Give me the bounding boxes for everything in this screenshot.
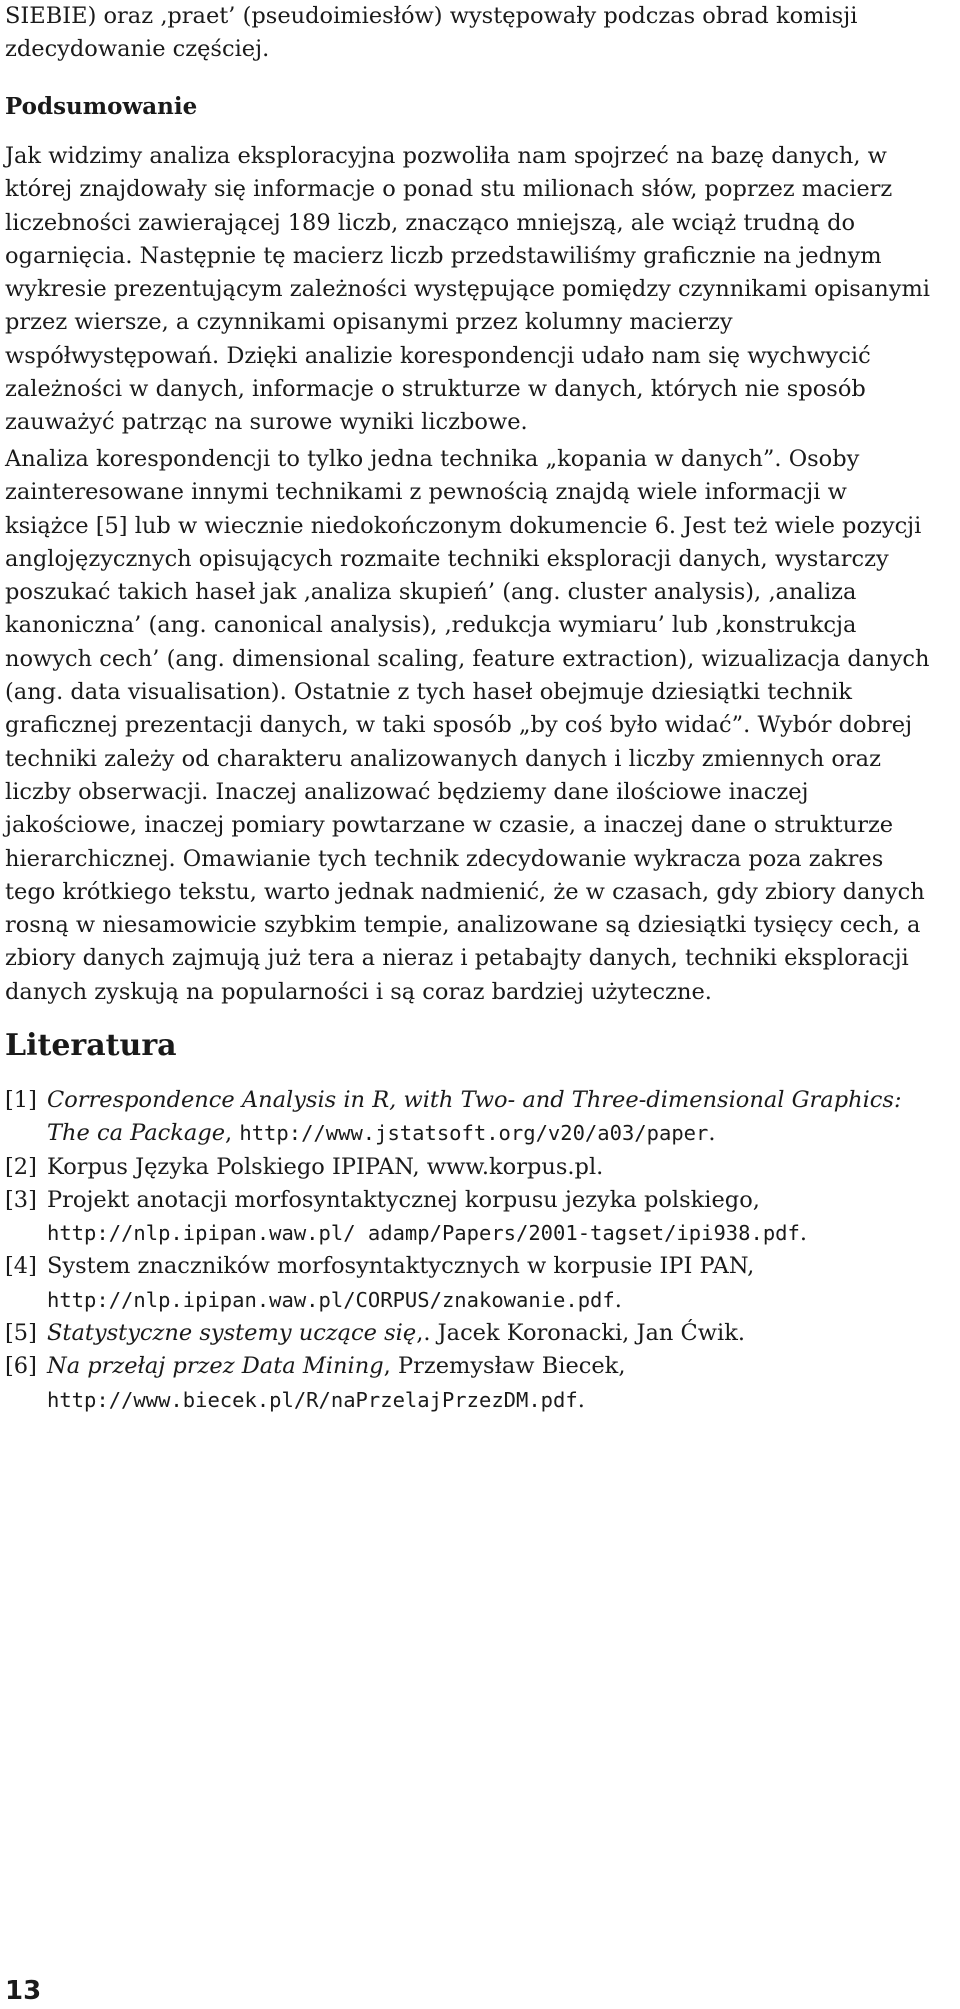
summary-paragraph-1: Jak widzimy analiza eksploracyjna pozwoliła nam spojrzeć na bazę danych, w której znajdowały się informacje o ponad stu milionach słów, poprzez macierz liczebności zawierającej 189 liczb, znacząco mniejszą, ale wciąż trudną do ogarnięcia. Następnie tę macierz liczb przedstawiliśmy graficznie na jednym wykresie prezentującym zależności występujące pomiędzy czynnikami opisanymi przez wiersze, a czynnikami opisanymi przez kolumny macierzy współwystępowań. Dzięki analizie korespondencji udało nam się wychwycić zależności w danych, informacje o strukturze w danych, których nie sposób zauważyć patrząc na surowe wyniki liczbowe. <box>5 143 930 436</box>
reference-text: Projekt anotacji morfosyntaktycznej korpusu jezyka polskiego, <box>47 1186 760 1213</box>
reference-url[interactable]: http://www.biecek.pl/R/naPrzelajPrzezDM.pdf <box>47 1387 578 1412</box>
top-paragraph: SIEBIE) oraz ‚praet’ (pseudoimiesłów) występowały podczas obrad komisji zdecydowanie częściej. <box>5 3 858 63</box>
reference-title: Correspondence Analysis in R, with Two- and Three-dimensional Graphics: The ca Package <box>47 1087 902 1147</box>
reference-number: [6] <box>5 1353 37 1380</box>
reference-url[interactable]: http://nlp.ipipan.waw.pl/CORPUS/znakowanie.pdf <box>47 1287 615 1312</box>
reference-item: [4] System znaczników morfosyntaktycznych w korpusie IPI PAN, http://nlp.ipipan.waw.pl/CORPUS/znakowanie.pdf. <box>5 1250 937 1317</box>
reference-item <box>5 1317 937 1350</box>
reference-text: ,. Jacek Koronacki, Jan Ćwik. <box>416 1320 746 1347</box>
reference-number: [2] <box>5 1153 37 1180</box>
page-number: 13 <box>5 1976 42 2006</box>
reference-number: [1] <box>5 1087 37 1113</box>
reference-list <box>5 1084 937 1417</box>
reference-title: Statystyczne systemy uczące się <box>47 1320 417 1347</box>
summary-heading: Podsumowanie <box>5 93 198 120</box>
summary-paragraph-2: Analiza korespondencji to tylko jedna technika „kopania w danych”. Osoby zainteresowane innymi technikami z pewnością znajdą wiele informacji w książce [5] lub w wiecznie niedokończonym dokumencie 6. Jest też wiele pozycji anglojęzycznych opisujących rozmaite techniki eksploracji danych, wystarczy poszukać takich haseł jak ‚analiza skupień’ (ang. cluster analysis), ‚analiza kanoniczna’ (ang. canonical analysis), ‚redukcja wymiaru’ lub ‚konstrukcja nowych cech’ (ang. dimensional scaling, feature extraction), wizualizacja danych (ang. data visualisation). Ostatnie z tych haseł obejmuje dziesiątki technik graficznej prezentacji danych, w taki sposób „by coś było widać”. Wybór dobrej techniki zależy od charakteru analizowanych danych i liczby zmiennych oraz liczby obserwacji. Inaczej analizować będziemy dane ilościowe inaczej jakościowe, inaczej pomiary powtarzane w czasie, a inaczej dane o strukturze hierarchicznej. Omawianie tych technik zdecydowanie wykracza poza zakres tego krótkiego tekstu, warto jednak nadmienić, że w czasach, gdy zbiory danych rosną w niesamowicie szybkim tempie, analizowane są dziesiątki tysięcy cech, a zbiory danych zajmują już tera a nieraz i petabajty danych, techniki eksploracji danych zyskują na popularności i są coraz bardziej użyteczne. <box>5 446 930 1005</box>
literature-title: Literatura <box>5 1028 177 1063</box>
reference-url[interactable]: http://nlp.ipipan.waw.pl/ adamp/Papers/2001-tagset/ipi938.pdf <box>47 1221 800 1246</box>
reference-item <box>5 1151 937 1184</box>
reference-title: Na przełaj przez Data Mining <box>47 1353 384 1380</box>
reference-text: Korpus Języka Polskiego IPIPAN, www.korpus.pl. <box>47 1153 604 1180</box>
reference-url[interactable]: http://www.jstatsoft.org/v20/a03/paper <box>239 1121 709 1146</box>
reference-number: [3] <box>5 1186 37 1213</box>
reference-item: [1] Correspondence Analysis in R, with Two- and Three-dimensional Graphics: The ca Package, http://www.jstatsoft.org/v20/a03/paper. <box>5 1084 937 1151</box>
reference-number: [5] <box>5 1320 37 1347</box>
reference-item: [6] Na przełaj przez Data Mining, Przemysław Biecek, http://www.biecek.pl/R/naPrzelajPrzezDM.pdf. <box>5 1350 937 1417</box>
reference-text: , <box>225 1120 240 1147</box>
reference-number: [4] <box>5 1253 37 1280</box>
reference-text: , Przemysław Biecek, <box>383 1353 626 1380</box>
reference-text: System znaczników morfosyntaktycznych w korpusie IPI PAN, <box>47 1253 755 1280</box>
reference-item: [3] Projekt anotacji morfosyntaktycznej korpusu jezyka polskiego, http://nlp.ipipan.waw.pl/ adamp/Papers/2001-tagset/ipi938.pdf. <box>5 1184 937 1251</box>
